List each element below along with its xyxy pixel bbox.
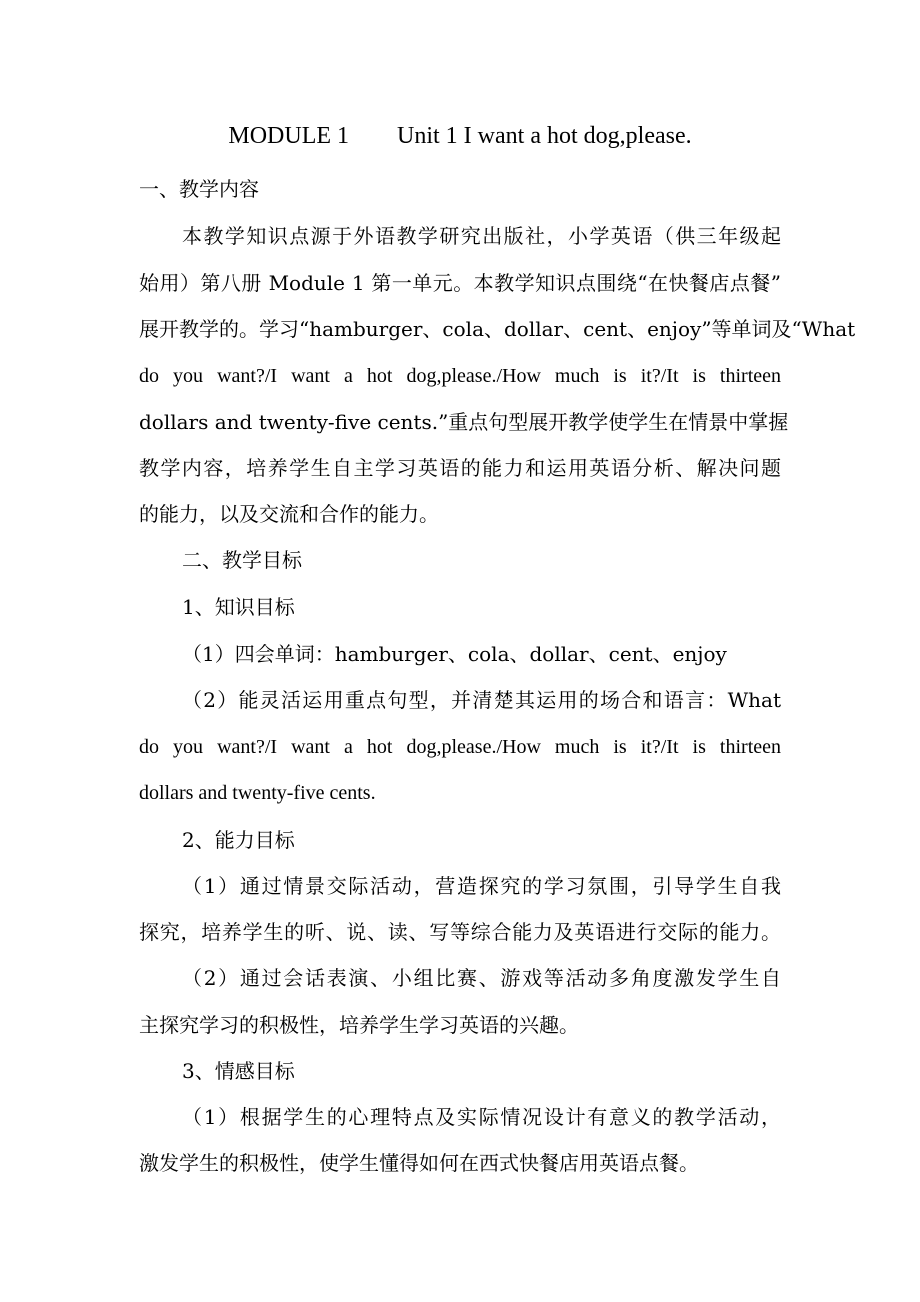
paragraph-line: 始用）第八册 Module 1 第一单元。本教学知识点围绕“在快餐店点餐” bbox=[139, 271, 781, 295]
document-title: MODULE 1 Unit 1 I want a hot dog,please. bbox=[228, 123, 692, 149]
list-item: （1）四会单词：hamburger、cola、dollar、cent、enjoy bbox=[182, 642, 727, 666]
paragraph-line: do you want?/I want a hot dog,please./How much is it?/It is thirteen bbox=[139, 365, 781, 387]
section-heading-objectives: 二、教学目标 bbox=[182, 548, 302, 572]
subheading-ability: 2、能力目标 bbox=[182, 828, 295, 852]
list-item: （2）通过会话表演、小组比赛、游戏等活动多角度激发学生自 bbox=[182, 966, 781, 990]
paragraph-line: 激发学生的积极性，使学生懂得如何在西式快餐店用英语点餐。 bbox=[139, 1151, 699, 1175]
subheading-knowledge: 1、知识目标 bbox=[182, 595, 295, 619]
subheading-emotion: 3、情感目标 bbox=[182, 1059, 295, 1083]
paragraph-line: do you want?/I want a hot dog,please./How much is it?/It is thirteen bbox=[139, 736, 781, 758]
paragraph-line: dollars and twenty-five cents. bbox=[139, 782, 376, 804]
section-heading-content: 一、教学内容 bbox=[139, 177, 259, 201]
paragraph-line: 展开教学的。学习“hamburger、cola、dollar、cent、enjoy”等单词及“What bbox=[139, 317, 856, 341]
list-item: （1）根据学生的心理特点及实际情况设计有意义的教学活动， bbox=[182, 1105, 781, 1129]
list-item: （2）能灵活运用重点句型，并清楚其运用的场合和语言：What bbox=[182, 688, 781, 712]
paragraph-line: 探究，培养学生的听、说、读、写等综合能力及英语进行交际的能力。 bbox=[139, 920, 781, 944]
paragraph-line: 主探究学习的积极性，培养学生学习英语的兴趣。 bbox=[139, 1013, 579, 1037]
paragraph-line: 本教学知识点源于外语教学研究出版社，小学英语（供三年级起 bbox=[182, 224, 781, 248]
list-item: （1）通过情景交际活动，营造探究的学习氛围，引导学生自我 bbox=[182, 874, 781, 898]
paragraph-line: dollars and twenty-five cents.”重点句型展开教学使学生在情景中掌握 bbox=[139, 410, 789, 434]
paragraph-line: 的能力，以及交流和合作的能力。 bbox=[139, 502, 439, 526]
paragraph-line: 教学内容，培养学生自主学习英语的能力和运用英语分析、解决问题 bbox=[139, 456, 781, 480]
